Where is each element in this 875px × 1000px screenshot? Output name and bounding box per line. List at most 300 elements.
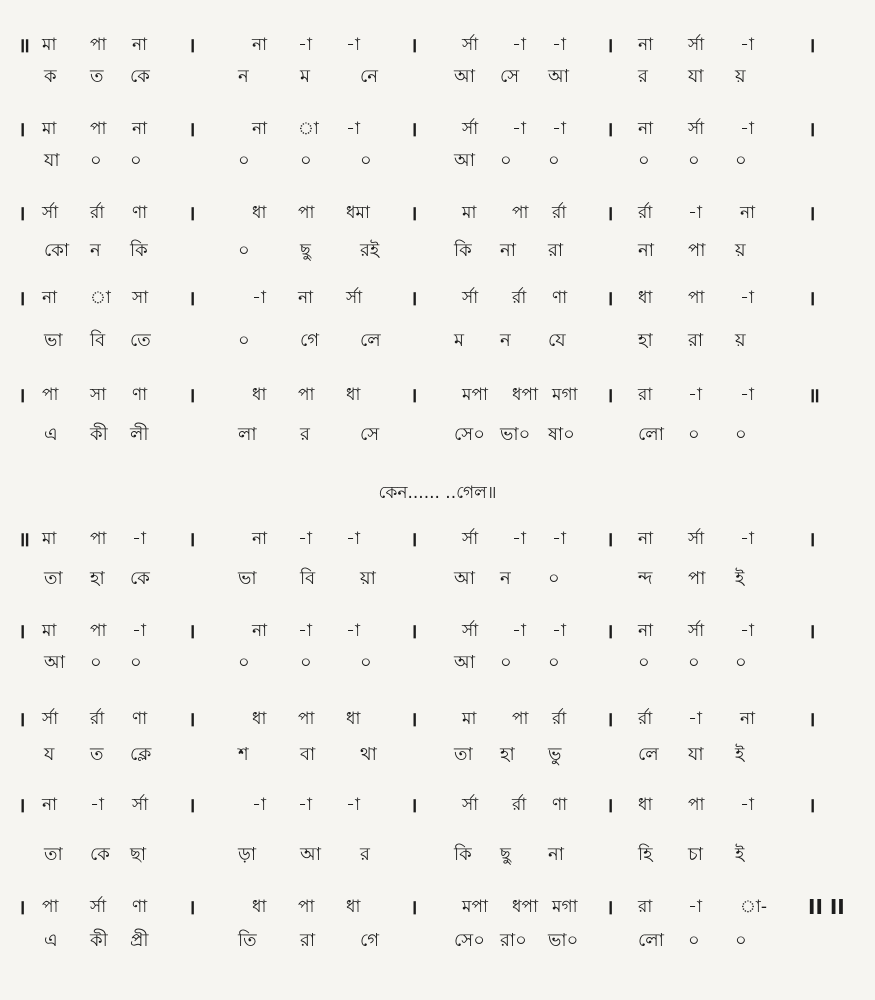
swara-note: না: [298, 288, 314, 308]
swara-note: ণা: [552, 288, 568, 308]
lyric-syllable: র: [638, 66, 648, 87]
lyric-syllable: ০: [735, 652, 747, 673]
lyric-syllable: ০: [238, 652, 250, 673]
lyric-syllable: ন: [90, 240, 101, 261]
swara-line: [0, 198, 875, 228]
swara-note: -া: [552, 529, 566, 549]
lyric-syllable: যা: [688, 66, 704, 87]
swara-note: র্সা: [462, 795, 479, 815]
lyric-syllable: র: [300, 424, 310, 445]
lyric-syllable: গে: [360, 930, 380, 951]
swara-note: মগা: [552, 897, 578, 917]
lyric-syllable: ভু: [548, 744, 562, 765]
swara-note: ধা: [346, 897, 361, 917]
swara-line: [0, 616, 875, 646]
swara-note: ।: [188, 117, 196, 141]
swara-note: র্রা: [638, 203, 653, 223]
lyric-syllable: বা: [300, 744, 316, 765]
swara-line: [0, 524, 875, 554]
swara-line: [0, 790, 875, 820]
lyric-syllable: ০: [90, 150, 102, 171]
lyric-syllable: না: [500, 240, 516, 261]
swara-note: ।: [18, 707, 26, 731]
lyric-line: [0, 420, 875, 450]
swara-note: ।: [410, 707, 418, 731]
swara-note: া: [298, 119, 319, 139]
swara-note: ।: [808, 33, 816, 57]
swara-note: ।: [606, 117, 614, 141]
swara-note: -া: [346, 795, 360, 815]
swara-note: -া: [740, 385, 754, 405]
lyric-syllable: কি: [130, 240, 148, 261]
swara-note: পা: [688, 288, 705, 308]
swara-note: ।: [18, 619, 26, 643]
lyric-syllable: ০: [300, 150, 312, 171]
swara-note: না: [252, 529, 268, 549]
lyric-syllable: রা: [300, 930, 316, 951]
swara-note: ণা: [132, 203, 148, 223]
swara-note: ণা: [552, 795, 568, 815]
lyric-syllable: হা: [638, 330, 653, 351]
swara-note: র্রা: [512, 288, 527, 308]
swara-note: -া: [298, 529, 312, 549]
lyric-syllable: আ: [454, 568, 475, 589]
swara-note: -া: [740, 288, 754, 308]
swara-note: -া: [740, 529, 754, 549]
swara-note: র্সা: [462, 119, 479, 139]
swara-note: ॥: [18, 527, 30, 551]
lyric-syllable: যে: [548, 330, 566, 351]
lyric-syllable: ই: [735, 568, 745, 589]
lyric-syllable: ছু: [500, 844, 511, 865]
lyric-syllable: ০: [238, 240, 250, 261]
swara-note: ।: [606, 33, 614, 57]
swara-note: -া: [298, 621, 312, 641]
lyric-syllable: ০: [360, 150, 372, 171]
swara-note: র্সা: [688, 529, 705, 549]
lyric-syllable: তি: [238, 930, 257, 951]
swara-note: না: [740, 709, 756, 729]
swara-note: ধা: [252, 385, 267, 405]
swara-note: া-: [740, 897, 767, 917]
lyric-syllable: রা: [688, 330, 704, 351]
swara-note: র্রা: [90, 709, 105, 729]
swara-note: না: [638, 119, 654, 139]
lyric-syllable: ০: [360, 652, 372, 673]
lyric-syllable: বি: [300, 568, 316, 589]
swara-note: -া: [346, 119, 360, 139]
lyric-line: [0, 564, 875, 594]
swara-note: র্সা: [462, 288, 479, 308]
swara-note: না: [252, 35, 268, 55]
swara-note: র্রা: [552, 709, 567, 729]
swara-note: -া: [132, 621, 146, 641]
lyric-syllable: লো: [638, 424, 664, 445]
lyric-syllable: ০: [548, 150, 560, 171]
swara-note: -া: [552, 35, 566, 55]
swara-note: ণা: [132, 709, 148, 729]
swara-note: -া: [740, 35, 754, 55]
swara-note: মা: [462, 203, 477, 223]
lyric-syllable: পা: [688, 568, 706, 589]
swara-note: -া: [688, 203, 702, 223]
swara-note: ।: [606, 619, 614, 643]
lyric-syllable: তা: [44, 568, 63, 589]
lyric-syllable: ০: [688, 652, 700, 673]
lyric-syllable: ০: [638, 652, 650, 673]
lyric-syllable: য়া: [360, 568, 376, 589]
lyric-line: [0, 236, 875, 266]
swara-note: -া: [740, 621, 754, 641]
lyric-syllable: আ: [454, 652, 475, 673]
swara-note: মপা: [462, 897, 488, 917]
swara-note: মা: [462, 709, 477, 729]
swara-note: না: [132, 119, 148, 139]
swara-note: ধা: [252, 709, 267, 729]
swara-note: ।: [606, 383, 614, 407]
swara-note: ।: [410, 895, 418, 919]
swara-note: র্রা: [90, 203, 105, 223]
lyric-line: [0, 62, 875, 92]
swara-note: ।: [188, 383, 196, 407]
swara-note: ধা: [638, 795, 653, 815]
lyric-syllable: ষা০: [548, 424, 575, 445]
lyric-syllable: ন: [500, 330, 511, 351]
lyric-syllable: র: [360, 844, 370, 865]
swara-note: র্সা: [462, 621, 479, 641]
lyric-syllable: য়: [735, 330, 746, 351]
lyric-syllable: রই: [360, 240, 380, 261]
swara-note: -া: [688, 385, 702, 405]
swara-note: পা: [90, 529, 107, 549]
lyric-syllable: কি: [454, 240, 472, 261]
lyric-syllable: ০: [688, 930, 700, 951]
lyric-syllable: বি: [90, 330, 106, 351]
swara-note: ।: [18, 383, 26, 407]
swara-note: -া: [346, 621, 360, 641]
swara-note: না: [42, 288, 58, 308]
swara-note: রা: [638, 897, 653, 917]
swara-note: ।: [410, 286, 418, 310]
swara-note: -া: [688, 709, 702, 729]
swara-note: মা: [42, 35, 57, 55]
lyric-syllable: লা: [238, 424, 257, 445]
swara-note: পা: [90, 119, 107, 139]
lyric-syllable: আ: [548, 66, 569, 87]
lyric-syllable: কী: [90, 930, 108, 951]
lyric-syllable: ক: [44, 66, 57, 87]
lyric-syllable: যা: [44, 150, 60, 171]
swara-note: ।: [18, 286, 26, 310]
swara-note: ণা: [132, 385, 148, 405]
swara-note: ধা: [346, 385, 361, 405]
lyric-syllable: ০: [735, 150, 747, 171]
lyric-syllable: কে: [130, 568, 150, 589]
swara-note: -া: [252, 795, 266, 815]
lyric-syllable: ত: [90, 66, 104, 87]
swara-note: ।: [808, 527, 816, 551]
lyric-syllable: আ: [454, 150, 475, 171]
swara-note: ॥: [808, 383, 820, 407]
swara-note: র্সা: [688, 621, 705, 641]
swara-note: রা: [638, 385, 653, 405]
lyric-syllable: ভা০: [548, 930, 579, 951]
lyric-syllable: য: [44, 744, 55, 765]
lyric-line: [0, 146, 875, 176]
swara-note: র্সা: [346, 288, 363, 308]
swara-note: ।: [188, 707, 196, 731]
lyric-syllable: ড়া: [238, 844, 257, 865]
lyric-syllable: যা: [688, 744, 704, 765]
swara-note: না: [638, 621, 654, 641]
lyric-syllable: ০: [548, 568, 560, 589]
lyric-syllable: ন: [238, 66, 249, 87]
swara-note: ।: [606, 201, 614, 225]
swara-note: র্সা: [688, 35, 705, 55]
lyric-syllable: লে: [638, 744, 659, 765]
swara-note: ।: [410, 117, 418, 141]
swara-note: ।: [410, 619, 418, 643]
swara-note: -া: [512, 35, 526, 55]
swara-note: পা: [512, 203, 529, 223]
swara-note: -া: [688, 897, 702, 917]
swara-note: সা: [132, 288, 149, 308]
swara-note: ।: [606, 707, 614, 731]
swara-note: র্সা: [90, 897, 107, 917]
lyric-syllable: ম: [300, 66, 310, 87]
lyric-syllable: সে০: [454, 930, 485, 951]
swara-note: ।: [188, 527, 196, 551]
swara-note: না: [252, 621, 268, 641]
swara-note: ।: [188, 895, 196, 919]
lyric-syllable: তা: [454, 744, 473, 765]
swara-note: -া: [512, 119, 526, 139]
swara-note: ।: [188, 33, 196, 57]
lyric-syllable: হি: [638, 844, 653, 865]
swara-note: -া: [298, 795, 312, 815]
lyric-syllable: এ: [44, 424, 58, 445]
swara-note: র্রা: [552, 203, 567, 223]
lyric-syllable: লী: [130, 424, 149, 445]
lyric-syllable: ভা: [238, 568, 257, 589]
refrain-heading: কেন...... ..গেল॥: [378, 483, 497, 503]
swara-note: ।: [188, 286, 196, 310]
swara-note: পা: [42, 897, 59, 917]
swara-note: -া: [552, 119, 566, 139]
swara-note: র্সা: [462, 35, 479, 55]
swara-note: II II: [808, 895, 845, 919]
swara-note: ধা: [252, 203, 267, 223]
swara-note: না: [42, 795, 58, 815]
swara-note: না: [132, 35, 148, 55]
swara-line: [0, 704, 875, 734]
lyric-syllable: ০: [130, 150, 142, 171]
lyric-syllable: ০: [500, 652, 512, 673]
lyric-syllable: সে০: [454, 424, 485, 445]
swara-note: ধা: [252, 897, 267, 917]
lyric-syllable: নে: [360, 66, 379, 87]
swara-note: না: [638, 35, 654, 55]
lyric-syllable: ০: [238, 150, 250, 171]
lyric-syllable: সে: [360, 424, 380, 445]
swara-note: -া: [252, 288, 266, 308]
lyric-syllable: ই: [735, 844, 745, 865]
lyric-syllable: য়: [735, 240, 746, 261]
swara-note: -া: [740, 119, 754, 139]
lyric-syllable: ০: [735, 930, 747, 951]
swara-note: না: [252, 119, 268, 139]
lyric-line: [0, 648, 875, 678]
lyric-syllable: সে: [500, 66, 520, 87]
lyric-syllable: ০: [688, 424, 700, 445]
swara-note: র্সা: [42, 709, 59, 729]
lyric-line: [0, 840, 875, 870]
lyric-syllable: কে: [90, 844, 110, 865]
swara-line: [0, 892, 875, 922]
lyric-syllable: ছা: [130, 844, 147, 865]
swara-note: -া: [512, 621, 526, 641]
swara-note: ।: [606, 895, 614, 919]
swara-note: পা: [512, 709, 529, 729]
swara-note: পা: [42, 385, 59, 405]
lyric-syllable: কো: [44, 240, 70, 261]
swara-note: র্সা: [42, 203, 59, 223]
swara-line: [0, 283, 875, 313]
lyric-syllable: ন: [500, 568, 511, 589]
swara-note: র্সা: [132, 795, 149, 815]
lyric-line: [0, 740, 875, 770]
swara-note: না: [740, 203, 756, 223]
swara-note: -া: [90, 795, 104, 815]
swara-line: [0, 380, 875, 410]
lyric-syllable: ভা০: [500, 424, 531, 445]
swara-note: ।: [18, 793, 26, 817]
swara-note: ।: [410, 383, 418, 407]
swara-note: ।: [606, 793, 614, 817]
lyric-syllable: কি: [454, 844, 472, 865]
lyric-syllable: ০: [500, 150, 512, 171]
swara-note: পা: [298, 897, 315, 917]
lyric-syllable: আ: [44, 652, 65, 673]
lyric-syllable: ন্দ: [638, 568, 653, 589]
lyric-syllable: তা: [44, 844, 63, 865]
lyric-syllable: আ: [300, 844, 321, 865]
lyric-syllable: কী: [90, 424, 108, 445]
swara-note: র্রা: [638, 709, 653, 729]
swara-note: র্সা: [688, 119, 705, 139]
lyric-syllable: রা: [548, 240, 564, 261]
lyric-syllable: ০: [638, 150, 650, 171]
lyric-syllable: য়: [735, 66, 746, 87]
swara-note: র্রা: [512, 795, 527, 815]
lyric-syllable: লো: [638, 930, 664, 951]
swara-note: ধমা: [346, 203, 370, 223]
swara-note: মা: [42, 621, 57, 641]
swara-note: ।: [188, 619, 196, 643]
swara-note: ।: [606, 286, 614, 310]
swara-note: ।: [188, 793, 196, 817]
swara-note: পা: [298, 709, 315, 729]
lyric-syllable: এ: [44, 930, 58, 951]
lyric-line: [0, 926, 875, 956]
swara-note: ণা: [132, 897, 148, 917]
lyric-syllable: তে: [130, 330, 151, 351]
lyric-syllable: ভা: [44, 330, 63, 351]
lyric-syllable: পা: [688, 240, 706, 261]
lyric-syllable: থা: [360, 744, 377, 765]
swara-note: ।: [808, 619, 816, 643]
swara-note: ।: [410, 793, 418, 817]
lyric-syllable: ০: [735, 424, 747, 445]
lyric-syllable: ই: [735, 744, 745, 765]
swara-note: পা: [298, 203, 315, 223]
swara-note: ।: [18, 117, 26, 141]
swara-note: মগা: [552, 385, 578, 405]
swara-note: মপা: [462, 385, 488, 405]
swara-note: ॥: [18, 33, 30, 57]
lyric-syllable: গে: [300, 330, 320, 351]
swara-note: ।: [18, 895, 26, 919]
lyric-syllable: শ: [238, 744, 249, 765]
swara-note: -া: [132, 529, 146, 549]
swara-note: ।: [808, 793, 816, 817]
swara-note: -া: [298, 35, 312, 55]
lyric-syllable: ম: [454, 330, 464, 351]
swara-note: পা: [90, 621, 107, 641]
swara-note: ।: [808, 117, 816, 141]
lyric-syllable: ত: [90, 744, 104, 765]
lyric-syllable: ০: [90, 652, 102, 673]
lyric-syllable: ০: [548, 652, 560, 673]
lyric-syllable: ০: [300, 652, 312, 673]
swara-note: ।: [808, 286, 816, 310]
swara-note: া: [90, 288, 111, 308]
swara-note: ।: [808, 707, 816, 731]
lyric-syllable: রা০: [500, 930, 527, 951]
lyric-syllable: ০: [688, 150, 700, 171]
lyric-syllable: প্রী: [130, 930, 149, 951]
swara-note: -া: [740, 795, 754, 815]
swara-note: ।: [606, 527, 614, 551]
lyric-syllable: না: [548, 844, 564, 865]
swara-note: পা: [688, 795, 705, 815]
swara-note: ।: [188, 201, 196, 225]
lyric-syllable: কে: [130, 66, 150, 87]
lyric-syllable: চা: [688, 844, 703, 865]
swara-note: ।: [410, 527, 418, 551]
lyric-syllable: আ: [454, 66, 475, 87]
swara-note: ।: [410, 33, 418, 57]
swara-note: র্সা: [462, 529, 479, 549]
swara-note: ।: [808, 201, 816, 225]
swara-line: [0, 114, 875, 144]
swara-note: ।: [410, 201, 418, 225]
swara-note: ।: [18, 201, 26, 225]
swara-note: না: [638, 529, 654, 549]
swara-note: -া: [346, 529, 360, 549]
lyric-syllable: ০: [238, 330, 250, 351]
lyric-line: [0, 326, 875, 356]
swara-line: [0, 30, 875, 60]
swara-note: -া: [346, 35, 360, 55]
lyric-syllable: ক্লে: [130, 744, 152, 765]
swara-note: মা: [42, 529, 57, 549]
swara-note: ধা: [346, 709, 361, 729]
lyric-syllable: ছু: [300, 240, 311, 261]
swara-note: -া: [552, 621, 566, 641]
lyric-syllable: লে: [360, 330, 381, 351]
lyric-syllable: হা: [90, 568, 105, 589]
